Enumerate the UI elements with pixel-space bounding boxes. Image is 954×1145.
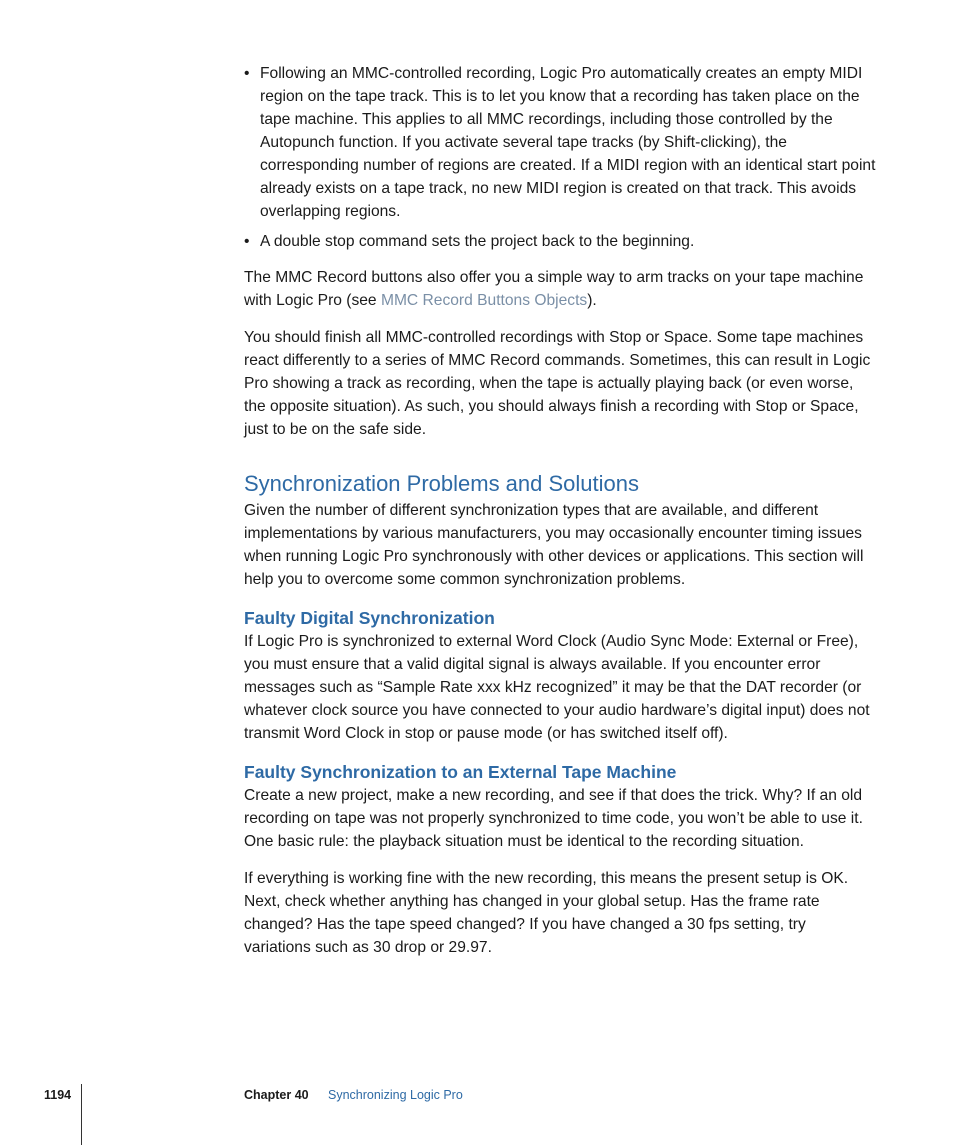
bullet-text: Following an MMC-controlled recording, Logic Pro automatically creates an empty MIDI region on the tape track. This is to let you know that a recording has taken place on the tape machine. This applies to all MMC recordings, including those controlled by the Autopunch function. If you activate several tape tracks (by Shift-clicking), the corresponding number of regions are created. If a MIDI region with an identical start point already exists on a tape track, no new MIDI region is created on that track. This avoids overlapping regions. [260,65,876,220]
subheading-tape-sync: Faulty Synchronization to an External Tape Machine [244,762,677,782]
chapter-title: Synchronizing Logic Pro [328,1088,463,1102]
paragraph-stop-space: You should finish all MMC-controlled recordings with Stop or Space. Some tape machines react differently to a series of MMC Record commands. Sometimes, this can result in Logic Pro showing a track as recording, when the tape is actually playing back (or even worse, the opposite situation). As such, you should always finish a recording with Stop or Space, just to be on the safe side. [244,329,871,438]
page-number: 1194 [44,1088,72,1102]
paragraph-tape-sync-2: If everything is working fine with the new recording, this means the present setup is OK. Next, check whether anything has changed in your global setup. Has the frame rate changed? Has the tape speed changed? If you have changed a 30 fps setting, try variations such as 30 drop or 29.97. [244,870,849,956]
paragraph-digital-sync: If Logic Pro is synchronized to external Word Clock (Audio Sync Mode: External or Free), you must ensure that a valid digital signal is always available. If you encounter error messages such as “Sample Rate xxx kHz recognized” it may be that the DAT recorder (or whatever clock source you have connected to your audio hardware’s digital input) does not transmit Word Clock in stop or pause mode (or has switched itself off). [244,633,870,742]
footer-divider [81,1084,82,1145]
list-item [244,62,876,223]
bullet-list [244,62,876,253]
section-heading: Synchronization Problems and Solutions [244,471,640,496]
bullet-glyph: • [244,233,250,250]
paragraph-mmc-record [244,266,876,312]
paragraph-tape-sync-1: Create a new project, make a new recording, and see if that does the trick. Why? If an old recording on tape was not properly synchronized to time code, you won’t be able to use it. One basic rule: the playback situation must be identical to the recording situation. [244,787,863,850]
mmc-record-buttons-link[interactable]: MMC Record Buttons Objects [380,292,588,309]
bullet-glyph: • [244,65,250,82]
subheading-digital-sync: Faulty Digital Synchronization [244,608,495,628]
page-content [244,62,876,973]
chapter-label: Chapter 40 [244,1088,309,1102]
bullet-text: A double stop command sets the project back to the beginning. [260,233,695,250]
paragraph-text: ). [587,292,597,309]
paragraph-text: The MMC Record buttons also offer you a simple way to arm tracks on your tape machine with Logic Pro (see [244,269,864,309]
page-footer [0,1084,954,1145]
section-intro: Given the number of different synchronization types that are available, and different implementations by various manufacturers, you may occasionally encounter timing issues when running Logic Pro synchronously with other devices or applications. This section will help you to overcome some common synchronization problems. [244,502,864,588]
list-item [244,230,876,253]
